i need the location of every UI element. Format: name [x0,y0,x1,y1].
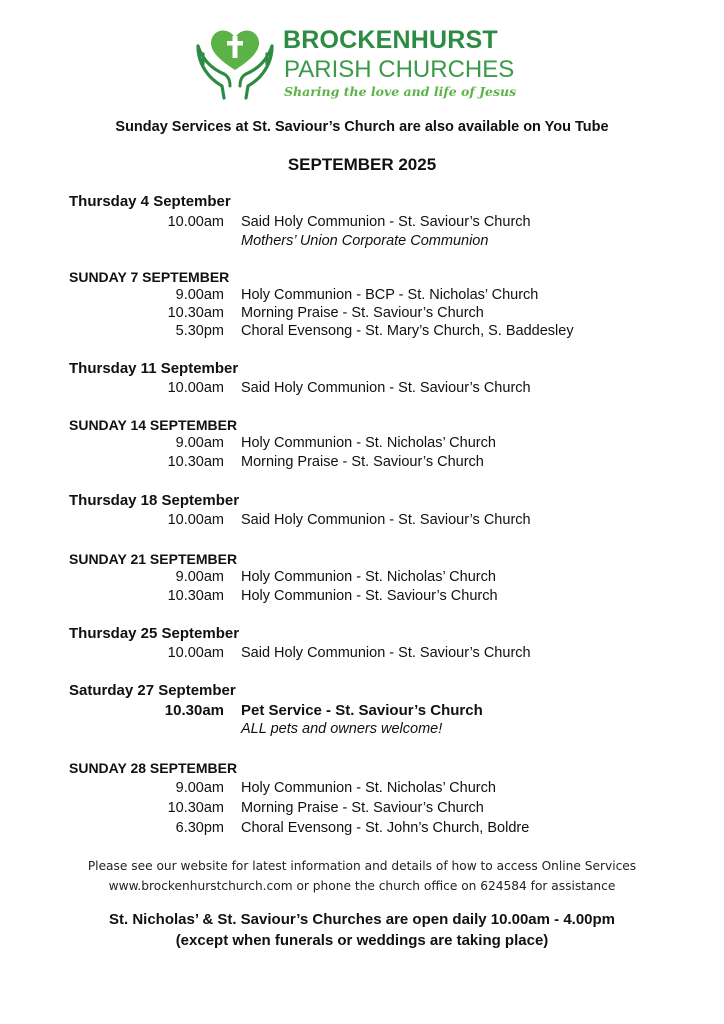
footer-contact-line: www.brockenhurstchurch.com or phone the church office on 624584 for assistance [108,879,616,893]
day-heading: Thursday 4 September [69,193,231,210]
month-title: SEPTEMBER 2025 [287,155,437,174]
service-row [0,287,724,305]
service-name: Choral Evensong - St. John’s Church, Boldre [241,820,530,836]
service-name: Morning Praise - St. Saviour’s Church [241,454,484,470]
day-heading: Thursday 18 September [69,492,240,509]
service-row [0,435,724,453]
service-name: Holy Communion - St. Nicholas’ Church [241,569,496,585]
service-row [0,780,724,798]
service-row [0,569,724,587]
service-name: Said Holy Communion - St. Saviour’s Church [241,214,531,230]
service-time: 10.30am [167,454,224,470]
service-name: Said Holy Communion - St. Saviour’s Church [241,645,531,661]
service-note-row [0,233,724,251]
service-name: Said Holy Communion - St. Saviour’s Church [241,380,531,396]
tagline: Sharing the love and life of Jesus [284,84,517,99]
service-time: 9.00am [175,435,224,451]
service-row [0,214,724,232]
service-name: Holy Communion - St. Nicholas’ Church [241,435,496,451]
service-name: Holy Communion - St. Nicholas’ Church [241,780,496,796]
heart-hands-cross-icon [194,24,276,100]
day-heading: Thursday 25 September [69,625,240,642]
day-heading: Saturday 27 September [69,682,236,699]
service-time: 10.00am [167,645,224,661]
service-time: 10.00am [167,214,224,230]
service-time: 10.30am [167,800,224,816]
service-row [0,800,724,818]
service-time: 9.00am [175,287,224,303]
service-time: 6.30pm [175,820,224,836]
day-heading: SUNDAY 21 SEPTEMBER [69,551,238,567]
service-note: ALL pets and owners welcome! [241,721,443,737]
service-time: 10.30am [164,702,224,719]
service-row [0,305,724,323]
day-heading: Thursday 11 September [69,360,239,377]
service-row [0,380,724,398]
service-row [0,454,724,472]
service-row [0,323,724,341]
service-time: 10.00am [167,380,224,396]
brand-subtitle: PARISH CHURCHES [284,56,515,83]
service-name: Said Holy Communion - St. Saviour’s Church [241,512,531,528]
day-heading: SUNDAY 14 SEPTEMBER [69,417,238,433]
service-name: Holy Communion - BCP - St. Nicholas’ Church [241,287,539,303]
day-heading: SUNDAY 7 SEPTEMBER [69,269,230,285]
service-time: 9.00am [175,569,224,585]
service-name: Morning Praise - St. Saviour’s Church [241,800,484,816]
service-note: Mothers’ Union Corporate Communion [241,233,489,249]
header [0,24,724,104]
service-row [0,588,724,606]
service-name: Morning Praise - St. Saviour’s Church [241,305,484,321]
service-time: 10.30am [167,588,224,604]
service-row [0,702,724,720]
brand-name: BROCKENHURST [283,26,498,54]
day-heading: SUNDAY 28 SEPTEMBER [69,760,238,776]
youtube-notice: Sunday Services at St. Saviour’s Church are also available on You Tube [115,119,609,135]
service-time: 9.00am [175,780,224,796]
service-name: Pet Service - St. Saviour’s Church [241,702,483,719]
service-note-row [0,721,724,739]
service-time: 10.30am [167,305,224,321]
footer-info-line: Please see our website for latest information and details of how to access Online Services [87,859,637,873]
opening-hours: St. Nicholas’ & St. Saviour’s Churches are open daily 10.00am - 4.00pm [108,911,616,928]
service-row [0,820,724,838]
service-name: Holy Communion - St. Saviour’s Church [241,588,498,604]
service-time: 10.00am [167,512,224,528]
service-row [0,645,724,663]
opening-exceptions: (except when funerals or weddings are taking place) [175,932,549,949]
service-name: Choral Evensong - St. Mary’s Church, S. Baddesley [241,323,574,339]
service-time: 5.30pm [175,323,224,339]
service-row [0,512,724,530]
